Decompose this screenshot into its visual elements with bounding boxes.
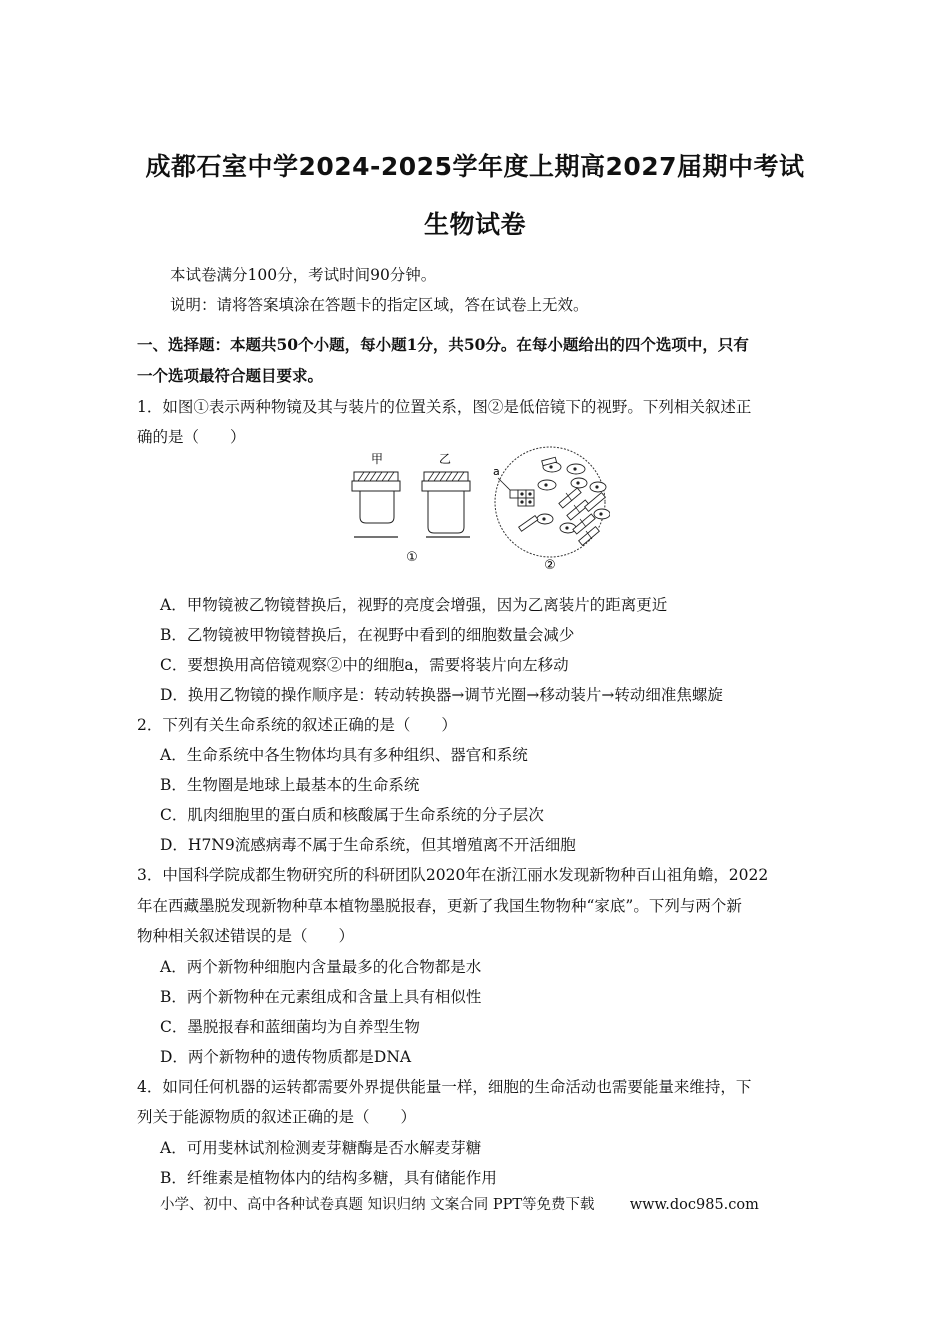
q1-option-b: B．乙物镜被甲物镜替换后，在视野中看到的细胞数量会减少: [160, 626, 575, 644]
footer-url[interactable]: www.doc985.com: [629, 1197, 759, 1213]
label-a: a: [493, 465, 500, 478]
q3-option-d: D．两个新物种的遗传物质都是DNA: [160, 1048, 412, 1066]
label-yi: 乙: [438, 452, 452, 466]
question-4-stem-cont: 列关于能源物质的叙述正确的是（ ）: [137, 1108, 417, 1126]
q3-option-a: A．两个新物种细胞内含量最多的化合物都是水: [160, 958, 482, 976]
question-2-stem: 2．下列有关生命系统的叙述正确的是（ ）: [137, 716, 457, 734]
q3-option-b: B．两个新物种在元素组成和含量上具有相似性: [160, 988, 482, 1006]
score-info: 本试卷满分100分，考试时间90分钟。: [170, 266, 437, 284]
label-fig2: ②: [544, 558, 556, 573]
section-heading-cont: 一个选项最符合题目要求。: [137, 366, 324, 385]
footer-text: 小学、初中、高中各种试卷真题 知识归纳 文案合同 PPT等免费下载: [160, 1197, 595, 1213]
microscope-figure: [340, 445, 610, 575]
q4-option-a: A．可用斐林试剂检测麦芽糖酶是否水解麦芽糖: [160, 1139, 482, 1157]
label-fig1: ①: [406, 550, 418, 565]
question-3-stem-cont: 年在西藏墨脱发现新物种草本植物墨脱报春，更新了我国生物物种“家底”。下列与两个新: [137, 897, 742, 915]
q1-option-c: C．要想换用高倍镜观察②中的细胞a，需要将装片向左移动: [160, 656, 569, 674]
field-of-view: [493, 447, 610, 557]
objective-jia: [352, 452, 400, 537]
question-4-stem: 4．如同任何机器的运转都需要外界提供能量一样，细胞的生命活动也需要能量来维持，下: [137, 1078, 752, 1096]
label-jia: 甲: [370, 452, 384, 466]
instructions-note: 说明：请将答案填涂在答题卡的指定区域，答在试卷上无效。: [170, 296, 589, 314]
exam-subtitle: 生物试卷: [423, 210, 526, 239]
section-heading: 一、选择题：本题共50个小题，每小题1分，共50分。在每小题给出的四个选项中，只有: [137, 335, 749, 354]
q2-option-c: C．肌肉细胞里的蛋白质和核酸属于生命系统的分子层次: [160, 806, 544, 824]
objective-yi: [422, 452, 470, 537]
q4-option-b: B．纤维素是植物体内的结构多糖，具有储能作用: [160, 1169, 497, 1187]
question-3-stem: 3．中国科学院成都生物研究所的科研团队2020年在浙江丽水发现新物种百山祖角蟾，2022: [137, 866, 769, 884]
page-footer: [160, 1193, 759, 1214]
q2-option-a: A．生命系统中各生物体均具有多种组织、器官和系统: [160, 746, 528, 764]
q1-option-a: A．甲物镜被乙物镜替换后，视野的亮度会增强，因为乙离装片的距离更近: [160, 596, 668, 614]
q2-option-d: D．H7N9流感病毒不属于生命系统，但其增殖离不开活细胞: [160, 836, 576, 854]
q3-option-c: C．墨脱报春和蓝细菌均为自养型生物: [160, 1018, 420, 1036]
exam-title: 成都石室中学2024-2025学年度上期高2027届期中考试: [145, 152, 805, 181]
q1-option-d: D．换用乙物镜的操作顺序是：转动转换器→调节光圈→移动装片→转动细准焦螺旋: [160, 686, 723, 704]
question-1-stem: 1．如图①表示两种物镜及其与装片的位置关系，图②是低倍镜下的视野。下列相关叙述正: [137, 398, 752, 416]
q2-option-b: B．生物圈是地球上最基本的生命系统: [160, 776, 420, 794]
question-1-stem-cont: 确的是（ ）: [137, 428, 246, 446]
question-3-stem-cont2: 物种相关叙述错误的是（ ）: [137, 927, 355, 945]
